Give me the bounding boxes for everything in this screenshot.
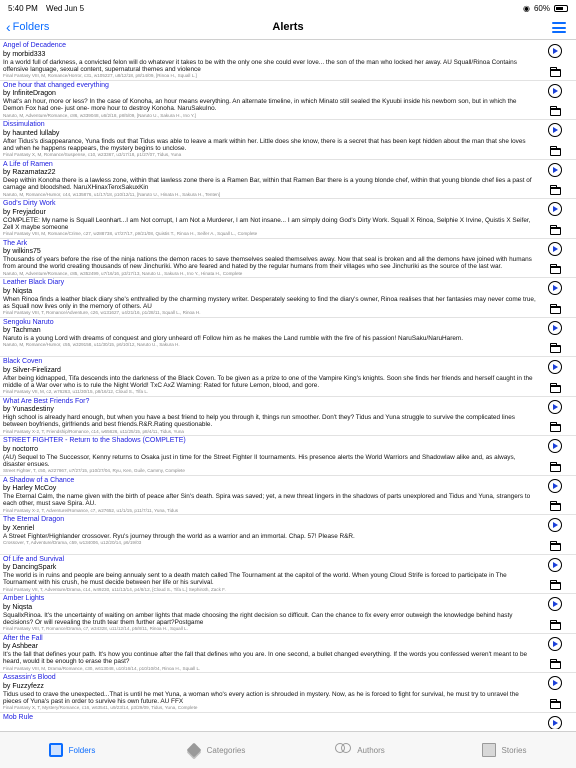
story-author: by Tachman bbox=[3, 327, 41, 334]
open-story-icon[interactable] bbox=[548, 558, 562, 572]
story-row[interactable] bbox=[0, 397, 576, 437]
story-meta: Final Fantasy X, T, Mystery/Romance, c16, w63541, u9/23/14, p3/29/09, Tidus, Yuna, Complete bbox=[3, 705, 198, 711]
open-story-icon[interactable] bbox=[548, 281, 562, 295]
story-row[interactable] bbox=[0, 673, 576, 713]
story-author: by Razamataz22 bbox=[3, 169, 56, 176]
story-summary: Tidus used to crave the unexpected...That is until he met Yuna, a woman who's every action is shrouded in mystery. Now, as he is forced to fight for survival, he must try to unravel the pieces of Yuna's past in order to survive his own future. AU FFX bbox=[3, 690, 519, 705]
tab-bar bbox=[0, 731, 576, 768]
story-summary: Deep within Konoha there is a lawless zone, within that lawless zone there is a Ramen Bar, within that Ramen Bar there is a young blonde chef, within that young blonde chef lies a past of carnage and bloodshed. NaruXHinaxTenxSakuxKin bbox=[3, 177, 532, 192]
story-meta: Final Fantasy VIII, M, Romance/Crime, c27, w288738, u7/27/17, p9/21/08, Quistis T., Rinoa H., Seifer A., Squall L., Complete bbox=[3, 231, 258, 237]
tab-label: Authors bbox=[357, 745, 385, 755]
status-left bbox=[8, 4, 90, 13]
open-story-icon[interactable] bbox=[548, 518, 562, 532]
story-row[interactable] bbox=[0, 120, 576, 160]
story-summary: In a world full of darkness, a convicted felon will do whatever it takes to be with the only one she could ever love... the son of the man who locked her away. AU Squall/Rinoa Contains offensive language, sexual content, supernatural themes and violence bbox=[3, 58, 517, 73]
story-summary: It's the fall that defines your path. It's how you continue after the fall that defines who you are. In one second, a bullet changed everything. If the words you confessed weren't meant to be heard, would it be enough to erase the past? bbox=[3, 651, 528, 666]
story-meta: Final Fantasy VIII, T, Romance/Adventure, c26, w131627, u4/21/16, p1/28/11, Squall L., Rinoa H. bbox=[3, 310, 201, 316]
chevron-left-icon: ‹ bbox=[6, 19, 11, 35]
story-meta: Street Fighter, T, c50, w227867, u7/27/15, p10/27/04, Ryu, Ken, Guile, Cammy, Complete bbox=[3, 468, 185, 474]
story-title[interactable]: Dissimulation bbox=[3, 121, 45, 128]
story-author: by Fuzzyfezz bbox=[3, 682, 44, 690]
story-meta: Crossover, T, Adventure/Drama, c59, w134006, u12/20/14, p6/19/03 bbox=[3, 539, 142, 545]
folder-icon[interactable] bbox=[550, 701, 561, 709]
story-author: by Niqsta bbox=[3, 287, 33, 295]
open-story-icon[interactable] bbox=[548, 439, 562, 453]
story-author: by haunted lullaby bbox=[3, 129, 60, 137]
page-title: Alerts bbox=[272, 21, 304, 33]
open-story-icon[interactable] bbox=[548, 84, 562, 98]
story-author: by Yunasdestiny bbox=[3, 406, 54, 413]
folder-icon[interactable] bbox=[550, 187, 561, 195]
story-author: by wilkins75 bbox=[3, 248, 41, 255]
open-story-icon[interactable] bbox=[548, 321, 562, 335]
open-story-icon[interactable] bbox=[548, 400, 562, 414]
tab-authors[interactable] bbox=[288, 732, 432, 768]
story-author: by DancingSpark bbox=[3, 564, 57, 571]
folder-icon[interactable] bbox=[550, 622, 561, 630]
story-meta: Final Fantasy VIII, M, Romance/Horror, c31, w105227, u8/12/18, p8/14/09, [Rinoa H., Squall L.] bbox=[3, 73, 197, 79]
story-author: by noctorro bbox=[3, 445, 39, 453]
categories-icon bbox=[186, 743, 201, 758]
story-row[interactable] bbox=[0, 81, 576, 121]
story-title[interactable]: One hour that changed everything bbox=[3, 81, 109, 89]
open-story-icon[interactable] bbox=[548, 44, 562, 58]
story-row[interactable] bbox=[0, 634, 576, 674]
story-summary: COMPLETE: My name is Squall Leonhart...I am Not corrupt, I am Not a Murderer, I am Not insane... I am simply doing God's Dirty Work. Squall X Rinoa, Selphie X Irvine, Quistis X Seifer, Zell X maybe someone bbox=[3, 216, 531, 231]
tab-stories[interactable] bbox=[432, 732, 576, 768]
story-row[interactable] bbox=[0, 357, 576, 397]
story-title[interactable]: Assassin's Blood bbox=[3, 674, 56, 681]
open-story-icon[interactable] bbox=[548, 637, 562, 651]
story-summary: SquallxRinoa. It's the uncertainty of waiting on amber lights that made choosing the right decision so difficult. Can the chance to fix every error outweigh the knowledge behind hasty decisions? Or will revealing the truth tear them further apart?Postgame bbox=[3, 611, 513, 626]
story-row[interactable] bbox=[0, 199, 576, 239]
story-title[interactable]: Leather Black Diary bbox=[3, 279, 65, 286]
battery-icon bbox=[554, 5, 568, 12]
story-meta: Final Fantasy VII, T, Adventure/Drama, c14, w49230, u11/13/14, p4/8/12, [Cloud S., Tifa L.] Sephiroth, Zack F. bbox=[3, 586, 226, 592]
status-right bbox=[523, 4, 568, 13]
folder-icon[interactable] bbox=[550, 503, 561, 511]
story-title[interactable]: Mob Rule bbox=[3, 713, 33, 721]
menu-button[interactable] bbox=[552, 22, 566, 33]
story-author: by InfiniteDragon bbox=[3, 90, 56, 97]
open-story-icon[interactable] bbox=[548, 202, 562, 216]
story-title[interactable]: Of Life and Survival bbox=[3, 555, 65, 563]
battery-percent: 60% bbox=[533, 3, 550, 13]
folder-icon[interactable] bbox=[550, 345, 561, 353]
story-author: by Freyjadour bbox=[3, 208, 46, 216]
story-title[interactable]: Angel of Decadence bbox=[3, 42, 67, 49]
story-row[interactable] bbox=[0, 515, 576, 555]
story-summary: Thousands of years before the rise of the ninja nations the demon races to save themselves sealed themselves away. Now that seal is broken and all the demons have joined with humans from around the world creating thousands of new Jinchuriki. Who are feared and hated by the regular humans from their villages who see Jinchuriki as the source of the last war. bbox=[3, 256, 532, 271]
story-title[interactable]: A Shadow of a Chance bbox=[3, 476, 75, 484]
story-row[interactable] bbox=[0, 555, 576, 595]
story-title[interactable]: What Are Best Friends For? bbox=[3, 397, 90, 405]
story-title[interactable]: A Life of Ramen bbox=[3, 160, 53, 168]
story-row[interactable] bbox=[0, 160, 576, 200]
tab-label: Categories bbox=[206, 745, 246, 755]
story-title[interactable]: Amber Lights bbox=[3, 595, 45, 602]
open-story-icon[interactable] bbox=[548, 479, 562, 493]
story-summary: A Street Fighter/Highlander crossover. Ryu's journey through the world as a warrior and an immortal. Chap. 57! Please R&R. bbox=[3, 532, 355, 540]
story-meta: Final Fantasy VII, M, c2, w76263, u11/30/15, p8/16/12, Cloud S., Tifa L. bbox=[3, 389, 149, 395]
open-story-icon[interactable] bbox=[548, 676, 562, 690]
story-summary: The world is in ruins and people are being annualy sent to a death match called The Tournament at the capitol of the world. When young Cloud Strife is forced to participate in The Tournament with his crush, he must decide between her life or his survival. bbox=[3, 572, 507, 587]
folder-icon[interactable] bbox=[550, 661, 561, 669]
story-row[interactable] bbox=[0, 318, 576, 358]
folder-icon[interactable] bbox=[550, 424, 561, 432]
folder-icon[interactable] bbox=[550, 385, 561, 393]
open-story-icon[interactable] bbox=[548, 123, 562, 137]
story-meta: Final Fantasy VIII, M, Drama/Romance, c30, w613048, u10/16/14, p10/10/04, Rinoa H., Squall L. bbox=[3, 665, 201, 671]
story-row[interactable] bbox=[0, 476, 576, 516]
story-meta: Final Fantasy VIII, T, Romance/Drama, c7, w34328, u11/12/14, p5/8/11, Rinoa H., Squall L. bbox=[3, 626, 188, 632]
tab-categories[interactable] bbox=[144, 732, 288, 768]
story-author: by Ashbear bbox=[3, 643, 39, 650]
story-row[interactable] bbox=[0, 239, 576, 279]
wifi-icon: ◉ bbox=[523, 3, 530, 13]
open-story-icon[interactable] bbox=[548, 716, 562, 730]
open-story-icon[interactable] bbox=[548, 163, 562, 177]
menu-icon-line bbox=[552, 31, 566, 33]
story-row[interactable] bbox=[0, 436, 576, 476]
story-meta: Naruto, M, Adventure/Romance, c85, w352499, u7/16/16, p3/17/13, Naruto U., Sakura H., Ino Y., Hinata H., Complete bbox=[3, 270, 243, 276]
story-summary: The Eternal Calm, the name given with the birth of peace after Sin's death. Spira was saved; yet, a new threat lingers in the shadows of parts unexplored and Tidus and Yuna, strangers to each other, must save Spira. AU. bbox=[3, 493, 531, 508]
folder-icon[interactable] bbox=[550, 543, 561, 551]
story-title[interactable]: STREET FIGHTER - Return to the Shadows (COMPLETE) bbox=[3, 437, 186, 444]
folder-icon[interactable] bbox=[550, 464, 561, 472]
folder-icon[interactable] bbox=[550, 227, 561, 235]
story-meta: Final Fantasy X-2, T, Adventure/Romance, c7, w27652, u1/1/15, p11/7/11, Yuna, Tidus bbox=[3, 507, 179, 513]
story-author: by Silver-Firelizard bbox=[3, 366, 61, 374]
status-time: 5:40 PM bbox=[8, 3, 38, 13]
menu-icon bbox=[552, 22, 566, 24]
story-author: by Xenriel bbox=[3, 524, 35, 532]
story-summary: When Rinoa finds a leather black diary she's enthralled by the charming mystery writer. Desperately seeking to find the diary's owner, Rinoa realises that her fantasies may never come true, as Squall now lives only in the memory of others. AU bbox=[3, 295, 536, 310]
story-meta: Naruto, M, Romance/Humor, c55, w329158, u11/30/15, p6/10/12, Naruto U., Sakura H. bbox=[3, 342, 180, 348]
authors-icon bbox=[335, 743, 351, 757]
story-title[interactable]: Black Coven bbox=[3, 358, 43, 365]
folder-icon[interactable] bbox=[550, 582, 561, 590]
open-story-icon[interactable] bbox=[548, 597, 562, 611]
story-summary: After being kidnapped, Tifa descends into the darkness of the Black Coven. To be given as a prize to one of the Vampire King's knights. Soon she finds her friends and herself caught in the middle of a War over who is to rule the Night World! TxC AxZ Warning: Rated for future Lemon, blood, and gore. bbox=[3, 374, 533, 389]
story-title[interactable]: God's Dirty Work bbox=[3, 200, 56, 207]
story-meta: Final Fantasy X, M, Romance/Suspense, c10, w23367, u3/17/18, p1/27/07, Tidus, Yuna bbox=[3, 152, 182, 158]
folder-icon[interactable] bbox=[550, 108, 561, 116]
story-summary: (AU) Sequel to The Successor, Kenny returns to Osaka just in time for the Street Fighter II tournaments. His presence alerts the World Warriors and Shadowlaw alike and, as always, disaster ensues. bbox=[3, 453, 516, 468]
story-row[interactable] bbox=[0, 278, 576, 318]
folder-icon[interactable] bbox=[550, 266, 561, 274]
story-title[interactable]: The Ark bbox=[3, 239, 28, 247]
story-summary: High school is already hard enough, but when you have a best friend to help you through it, things run smoother. Don't they? Tidus and Yuna struggle to survive the complicated lines between boyfriends, girlfriends and best friends.R&R.Rating questionable. bbox=[3, 414, 515, 429]
folder-icon[interactable] bbox=[550, 69, 561, 77]
nav-bar bbox=[0, 16, 576, 40]
story-title[interactable]: After the Fall bbox=[3, 634, 43, 642]
tab-label: Stories bbox=[501, 745, 527, 755]
story-meta: Final Fantasy X-2, T, Friendship/Romance, c14, w65626, u11/25/15, p8/4/11, Tidus, Yuna bbox=[3, 428, 184, 434]
story-title[interactable]: Sengoku Naruto bbox=[3, 318, 54, 326]
status-date: Wed Jun 5 bbox=[46, 3, 85, 13]
story-summary: Naruto is a young Lord with dreams of conquest and glory unheard of! Follow him as he makes the Land rumble with the fire of his passion! NaruSaku/NaruHarem. bbox=[3, 335, 464, 342]
folder-icon[interactable] bbox=[550, 148, 561, 156]
story-row[interactable] bbox=[0, 41, 576, 81]
folder-icon[interactable] bbox=[550, 306, 561, 314]
story-meta: Naruto, M, Romance/Humor, c44, w135876, u1/17/18, p10/12/11, [Naruto U., Hinata H., Sakura H., Tenten] bbox=[3, 191, 221, 197]
stories-icon bbox=[482, 743, 496, 757]
menu-icon-line bbox=[552, 27, 566, 29]
back-button-label: Folders bbox=[12, 21, 50, 33]
status-bar bbox=[0, 0, 576, 16]
story-author: by morbid333 bbox=[3, 50, 46, 58]
open-story-icon[interactable] bbox=[548, 360, 562, 374]
story-row[interactable] bbox=[0, 594, 576, 634]
story-summary: What's an hour, more or less? In the case of Konoha, an hour means everything. An alternate timeline, in which Minato still sealed the Kyuubi inside his newborn son, but in which the Demon Fox had one- just one- more hour to destroy Konoha. NaruSakuIno. bbox=[3, 98, 517, 113]
story-author: by Harley McCoy bbox=[3, 485, 57, 492]
story-summary: After Tidus's disappearance, Yuna finds out that Tidus was able to leave a mark within her. Little does she know, there is a secret that has been kept hidden about the man that she loves and when he happens reappears, the mystery begins to unclose. bbox=[3, 137, 526, 152]
story-title[interactable]: The Eternal Dragon bbox=[3, 516, 65, 523]
folders-icon bbox=[49, 743, 63, 757]
story-meta: Naruto, M, Adventure/Romance, c86, w339048, u6/2/18, p8/5/09, [Naruto U., Sakura H., Ino Y.] bbox=[3, 112, 196, 118]
story-list[interactable] bbox=[0, 41, 576, 729]
tab-folders[interactable] bbox=[0, 732, 144, 768]
story-row[interactable] bbox=[0, 713, 576, 730]
tab-label: Folders bbox=[68, 745, 96, 755]
story-author: by Niqsta bbox=[3, 603, 33, 611]
open-story-icon[interactable] bbox=[548, 242, 562, 256]
